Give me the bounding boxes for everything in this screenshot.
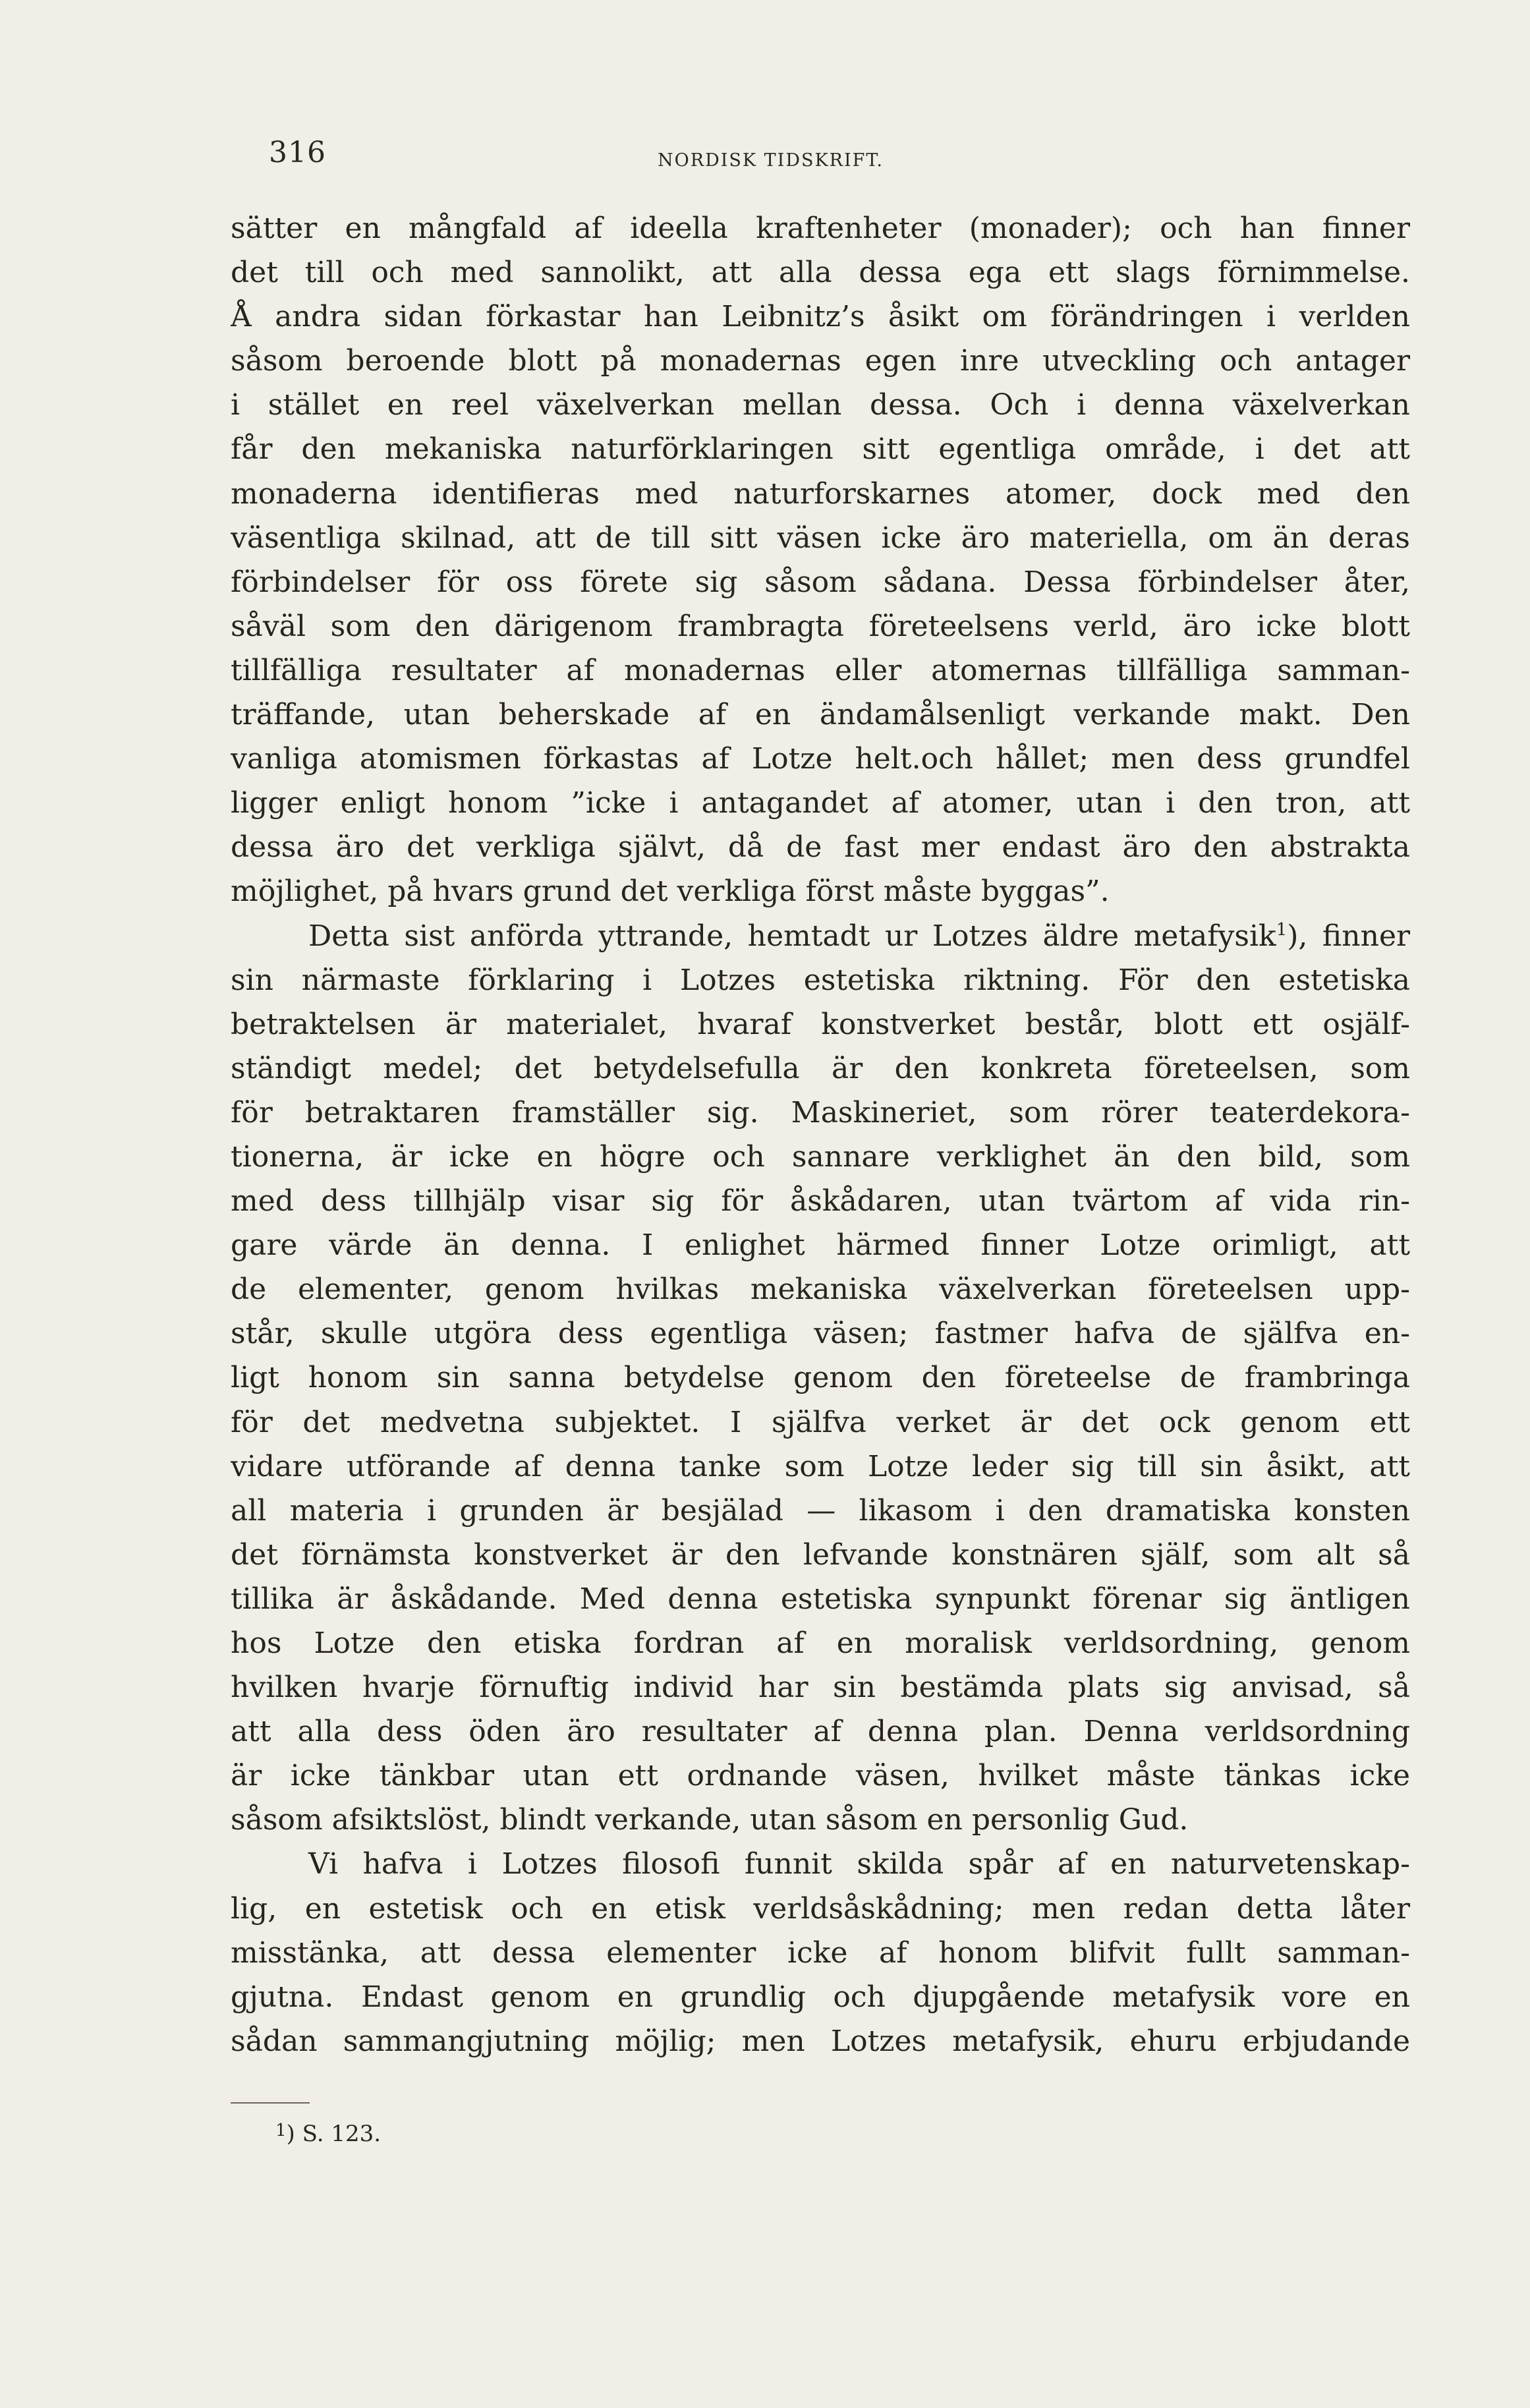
text-line: gare värde än denna. I enlighet härmed finner Lotze orimligt, att <box>231 1228 1410 1263</box>
text-line: såsom beroende blott på monadernas egen inre utveckling och antager <box>231 344 1410 378</box>
text-line: monaderna identifieras med naturforskarnes atomer, dock med den <box>231 476 1410 511</box>
text-line: tillfälliga resultater af monadernas eller atomernas tillfälliga samman- <box>231 653 1410 687</box>
text-line: Å andra sidan förkastar han Leibnitz’s åsikt om förändringen i verlden <box>231 300 1410 334</box>
text-line: är icke tänkbar utan ett ordnande väsen, hvilket måste tänkas icke <box>231 1759 1410 1793</box>
text-line: får den mekaniska naturförklaringen sitt egentliga område, i det att <box>231 432 1410 467</box>
text-line: misstänka, att dessa elementer icke af honom blifvit fullt samman- <box>231 1935 1410 1970</box>
text-line: väsentliga skilnad, att de till sitt väsen icke äro materiella, om än deras <box>231 521 1410 555</box>
text-line: såsom afsiktslöst, blindt verkande, utan såsom en personlig Gud. <box>231 1803 1189 1837</box>
footnote-text: ) S. 123. <box>286 2121 382 2147</box>
text-line: ligger enligt honom ”icke i antagandet af atomer, utan i den tron, att <box>231 786 1410 820</box>
text-line: att alla dess öden äro resultater af denna plan. Denna verldsordning <box>231 1715 1410 1749</box>
text-line: med dess tillhjälp visar sig för åskådaren, utan tvärtom af vida rin- <box>231 1184 1410 1218</box>
text-line: tionerna, är icke en högre och sannare verklighet än den bild, som <box>231 1139 1410 1174</box>
body-text <box>231 206 1410 2063</box>
text-line: ständigt medel; det betydelsefulla är den konkreta företeelsen, som <box>231 1051 1410 1085</box>
text-line: det till och med sannolikt, att alla dessa ega ett slags förnimmelse. <box>231 256 1410 290</box>
text-line: möjlighet, på hvars grund det verkliga först måste byggas”. <box>231 874 1110 909</box>
footnote-mark: 1 <box>275 2121 287 2140</box>
text-line: träffande, utan beherskade af en ändamålsenligt verkande makt. Den <box>231 698 1410 732</box>
footnote <box>275 2121 381 2147</box>
text-line: ligt honom sin sanna betydelse genom den företeelse de frambringa <box>231 1361 1410 1395</box>
text-line: sin närmaste förklaring i Lotzes estetiska riktning. För den estetiska <box>231 963 1410 997</box>
text-line: för det medvetna subjektet. I själfva verket är det ock genom ett <box>231 1405 1410 1439</box>
text-line: vanliga atomismen förkastas af Lotze helt.och hållet; men dess grundfel <box>231 742 1410 776</box>
text-line: såväl som den därigenom frambragta företeelsens verld, äro icke blott <box>231 609 1410 643</box>
text-segment: Detta sist anförda yttrande, hemtadt ur Lotzes äldre metafysik <box>308 919 1276 953</box>
text-line: för betraktaren framställer sig. Maskineriet, som rörer teaterdekora- <box>231 1095 1410 1130</box>
text-line: det förnämsta konstverket är den lefvande konstnären själf, som alt så <box>231 1537 1410 1572</box>
text-line: dessa äro det verkliga självt, då de fast mer endast äro den abstrakta <box>231 830 1410 865</box>
page-number: 316 <box>269 136 326 169</box>
text-line: all materia i grunden är besjälad — likasom i den dramatiska konsten <box>231 1493 1410 1528</box>
running-head: NORDISK TIDSKRIFT. <box>658 150 884 171</box>
text-line: de elementer, genom hvilkas mekaniska växelverkan företeelsen upp- <box>231 1273 1410 1307</box>
text-line: i stället en reel växelverkan mellan dessa. Och i denna växelverkan <box>231 388 1410 422</box>
paragraph-first-line: Vi hafva i Lotzes filosofi funnit skilda spår af en naturvetenskap- <box>308 1847 1410 1881</box>
text-line: betraktelsen är materialet, hvaraf konstverket består, blott ett osjälf- <box>231 1007 1410 1041</box>
text-segment: ), finner <box>1287 919 1410 953</box>
footnote-reference: 1 <box>1276 919 1288 940</box>
footnote-divider <box>231 2102 310 2104</box>
page-header <box>269 136 1409 182</box>
text-line: hvilken hvarje förnuftig individ har sin bestämda plats sig anvisad, så <box>231 1671 1410 1705</box>
text-line: tillika är åskådande. Med denna estetiska synpunkt förenar sig äntligen <box>231 1582 1410 1616</box>
text-line: sätter en mångfald af ideella kraftenheter (monader); och han finner <box>231 212 1410 245</box>
paragraph-first-line <box>231 914 1410 958</box>
text-line: gjutna. Endast genom en grundlig och djupgående metafysik vore en <box>231 1980 1410 2014</box>
text-line: sådan sammangjutning möjlig; men Lotzes metafysik, ehuru erbjudande <box>231 2024 1410 2058</box>
text-line: lig, en estetisk och en etisk verldsåskådning; men redan detta låter <box>231 1891 1410 1926</box>
text-line: vidare utförande af denna tanke som Lotze leder sig till sin åsikt, att <box>231 1449 1410 1483</box>
text-line: hos Lotze den etiska fordran af en moralisk verldsordning, genom <box>231 1626 1410 1660</box>
text-line: står, skulle utgöra dess egentliga väsen; fastmer hafva de själfva en- <box>231 1317 1410 1351</box>
text-line: förbindelser för oss förete sig såsom sådana. Dessa förbindelser åter, <box>231 565 1410 599</box>
